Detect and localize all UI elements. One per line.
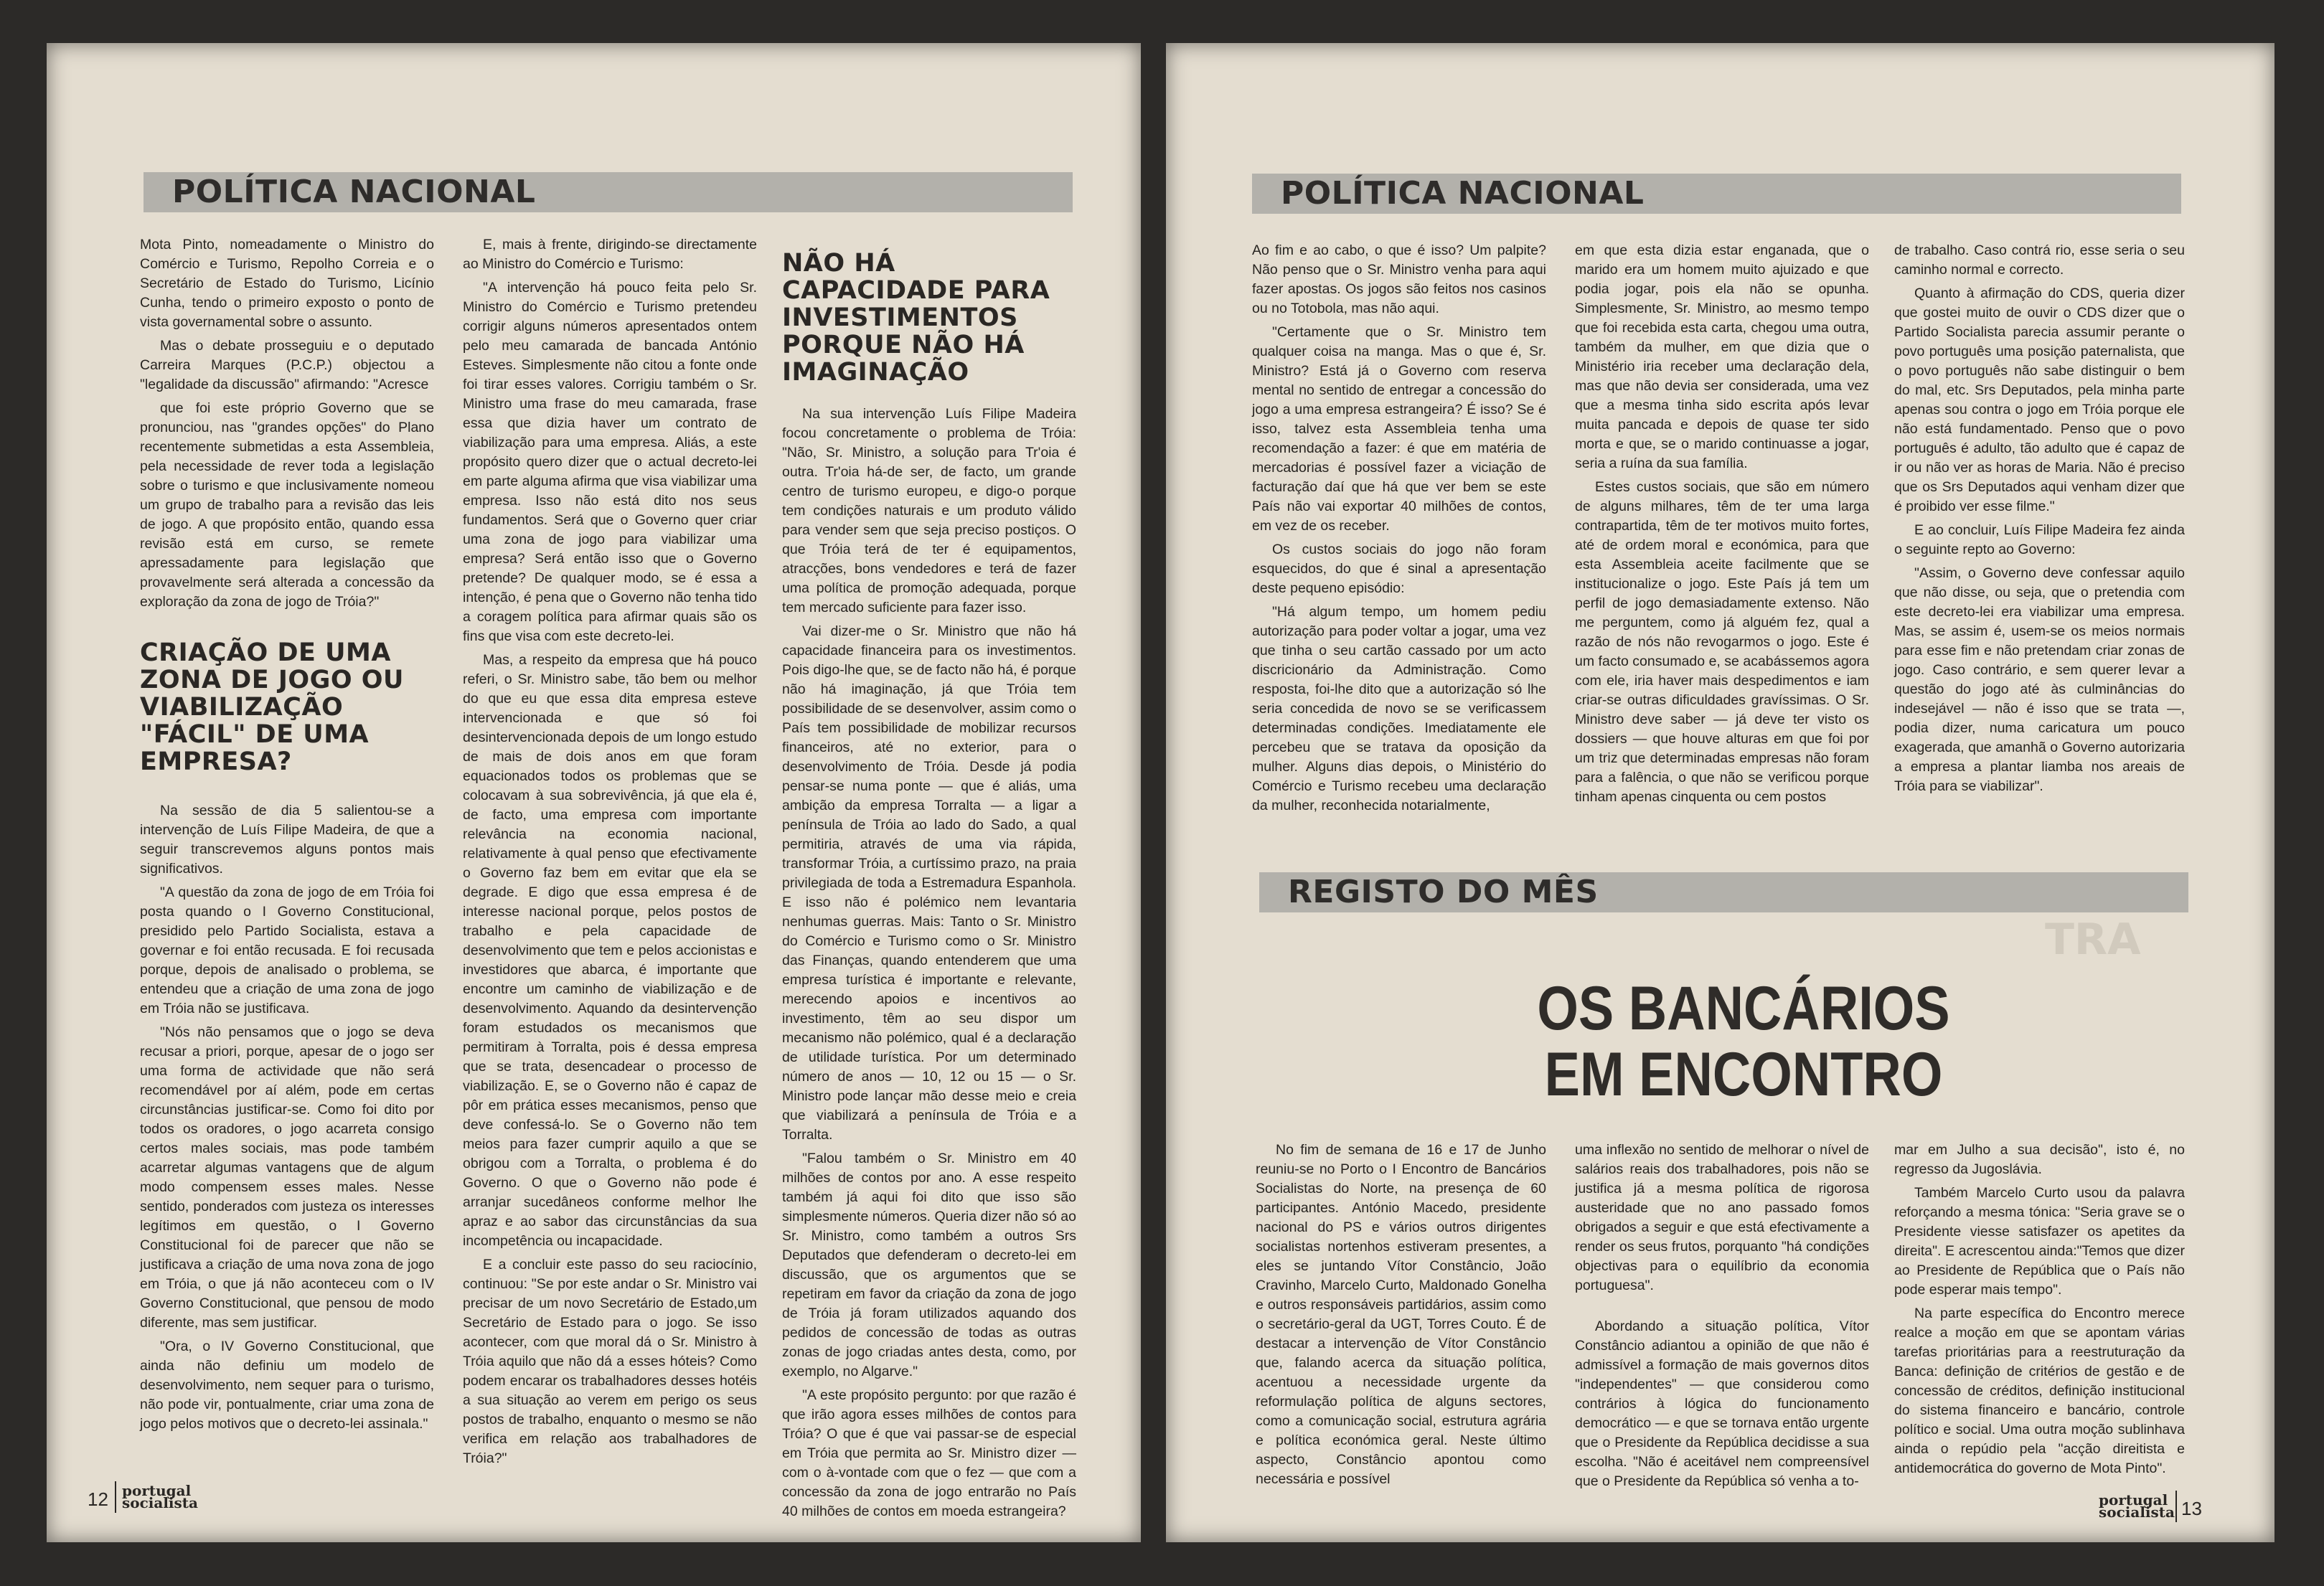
paragraph: em que esta dizia estar enganada, que o marido era um homem muito ajuizado e que podia jogar, pois ela não se opunha. Simplesmente, Sr. Ministro, ao mesmo tempo que foi recebida esta carta, chegou uma outra, também da mulher, em que dizia que o Ministério iria receber uma declaração dela, mas que não devia ser considerada, uma vez que a mesma tinha sido escrita após levar muita pancada e depois de quase ter sido morta e que, se o marido continuasse a jogar, seria a ruína da sua família. [1575,242,1869,471]
paragraph: de trabalho. Caso contrá rio, esse seria o seu caminho normal e correcto. [1894,242,2185,278]
right-section-title: POLÍTICA NACIONAL [1281,175,1645,212]
logo-line: portugal [122,1482,192,1499]
right-footer-divider [2175,1491,2177,1522]
paragraph: uma inflexão no sentido de melhorar o nível de salários reais dos trabalhadores, pois não se justifica já a mesma política de rigorosa austeridade que no ano passado fomos obrigados a seguir e que está efectivamente a render os seus frutos, porquanto "há condições objectivas para o equilíbrio da economia portuguesa". [1575,1142,1869,1293]
paragraph: Também Marcelo Curto usou da palavra reforçando a mesma tónica: "Seria grave se o Presidente viesse satisfazer os apetites da direita". E acrescentou ainda:"Temos que dizer ao Presidente de República que o País não pode esperar mais tempo". [1894,1185,2185,1298]
logo-line: socialista [122,1494,198,1511]
paragraph: Mota Pinto, nomeadamente o Ministro do Comércio e Turismo, Repolho Correia e o Secretário de Estado do Turismo, Licínio Cunha, tendo o primeiro exposto o ponto de vista governamental sobre o assunto. [140,237,434,330]
paragraph: Vai dizer-me o Sr. Ministro que não há capacidade financeira para os investimentos. Pois digo-lhe que, se de facto não há, é porque não há imaginação, já que Tróia tem possibilidade de se desenvolver, assim como o País tem possibilidade de mobilizar recursos financeiros, até no exterior, para o desenvolvimento de Tróia. Desde já podia pensar-se numa ponte — que é aliás, uma ambição da empresa Torralta — a ligar a península de Tróia ao lado do Sado, a qual permitiria, através de uma via rápida, transformar Tróia, a curtíssimo prazo, na praia privilegiada de toda a Estremadura Espanhola. E isso não é polémico nem levantaria nenhumas guerras. Mais: Tanto o Sr. Ministro do Comércio e Turismo como o Sr. Ministro das Finanças, quando entenderem que uma empresa turística é importante e relevante, merecendo apoios e incentivos ao investimento, têm ao seu dispor um mecanismo não polémico, qual é a declaração de utilidade turística. Por um determinado número de anos — 10, 12 ou 15 — o Sr. Ministro pode lançar mão desse meio e creia que viabilizará a península de Tróia e a Torralta. [782,623,1076,1143]
paragraph: "A este propósito pergunto: por que razão é que irão agora esses milhões de contos para Tróia? O que é que vai passar-se de especial em Tróia que permita ao Sr. Ministro dizer — com o à-vontade com que o fez — que com a concessão da zona de jogo entrarão no País 40 milhões de contos em moeda estrangeira? [782,1387,1076,1519]
headline-line: EM ENCONTRO [1544,1040,1943,1109]
left-page-number: 12 [88,1488,108,1510]
paragraph: Mas o debate prosseguiu e o deputado Carreira Marques (P.C.P.) objectou a "legalidade da discussão" afirmando: "Acresce [140,338,434,392]
registo-column-3 [1894,1141,2185,1483]
paragraph: mar em Julho a sua decisão", isto é, no regresso da Jugoslávia. [1894,1142,2185,1177]
paragraph: Na sessão de dia 5 salientou-se a intervenção de Luís Filipe Madeira, de que a seguir transcrevemos alguns pontos mais significativos. [140,803,434,877]
paragraph: E ao concluir, Luís Filipe Madeira fez ainda o seguinte repto ao Governo: [1894,522,2185,557]
left-section-bar [144,172,1073,212]
paragraph: "Há algum tempo, um homem pediu autorização para poder voltar a jogar, uma vez que tinha o seu cartão cassado por um acto discricionário da Administração. Como resposta, foi-lhe dito que a autorização só lhe seria concedida de novo se se verificassem determinadas condições. Imediatamente ele percebeu que se tratava da oposição da mulher. Alguns dias depois, o Ministério do Comércio e Turismo recebeu uma declaração da mulher, reconhecida notarialmente, [1252,604,1546,813]
left-footer-divider [115,1481,116,1513]
registo-column-1 [1256,1141,1546,1493]
paragraph: Ao fim e ao cabo, o que é isso? Um palpite? Não penso que o Sr. Ministro venha para aqui fazer apostas. Os jogos são feitos nos casinos ou no Totobola, mas não aqui. [1252,242,1546,316]
left-subheading-1: CRIAÇÃO DE UMA ZONA DE JOGO OU VIABILIZAÇÃO "FÁCIL" DE UMA EMPRESA? [140,638,404,776]
left-column-3 [782,235,1076,1526]
right-publication-logo [2099,1491,2175,1521]
left-subheading-2: NÃO HÁ CAPACIDADE PARA INVESTIMENTOS PORQUE NÃO HÁ IMAGINAÇÃO [782,249,1050,387]
paragraph: E a concluir este passo do seu raciocínio, continuou: "Se por este andar o Sr. Ministro vai precisar de um novo Secretário de Estado,um Secretário de Estado para o jogo. Se isso acontecer, com que moral dá o Sr. Ministro à Tróia aquilo que não dá a esses hóteis? Como podem encarar os trabalhadores desses hotéis a sua situação ao verem em perigo os seus postos de trabalho, enquanto o mesmo se não verifica em relação aos trabalhadores de Tróia?" [463,1257,757,1466]
paragraph: Estes custos sociais, que são em número de alguns milhares, têm de ter uma larga contrapartida, têm de ter motivos muito fortes, até de ordem moral e económica, para que esta Assembleia aceite facilmente que se institucionalize o jogo. Este País já tem um perfil de jogo demasiadamente extenso. Não me perguntem, como já alguém fez, qual a razão de nós não revogarmos o jogo. Este é um facto consumado e, se acabássemos agora com ele, iria haver mais despedimentos e iam criar-se outras dificuldades gravíssimas. O Sr. Ministro deve saber — já deve ter visto os dossiers — que houve alturas em que foi por um triz que determinadas empresas não foram para a falência, o que não se verificou porque tinham apenas cinquenta ou cem postos [1575,479,1869,805]
paragraph: Abordando a situação política, Vítor Constâncio adiantou a opinião de que não é admissível a formação de mais governos ditos "independentes" — que considerou como contrários à lógica do funcionamento democrático — e que se tornava então urgente que o Presidente da República decidisse a sua escolha. "Não é aceitável nem compreensível que o Presidente da República só venha a to- [1575,1318,1869,1489]
right-column-1 [1252,241,1546,820]
paragraph: E, mais à frente, dirigindo-se directamente ao Ministro do Comércio e Turismo: [463,237,757,272]
paragraph: "Assim, o Governo deve confessar aquilo que não disse, ou seja, que o pretendia com este decreto-lei era viabilizar uma empresa. Mas, se assim é, usem-se os meios normais para esse fim e não pretendam criar zonas de jogo. Caso contrário, e sem querer levar a questão do jogo até às culminâncias do indesejável — não é isso que se trata —, podia dizer, numa caricatura um pouco exagerada, que amanhã o Governo autorizaria a empresa a plantar liamba nos areais de Tróia para se viabilizar". [1894,565,2185,794]
registo-section-bar [1259,872,2188,912]
right-page-number: 13 [2181,1498,2202,1519]
paragraph: "Ora, o IV Governo Constitucional, que ainda não definiu um modelo de desenvolvimento, nem sequer para o turismo, não pode vir, pontualmente, criar uma zona de jogo pelos motivos que o decreto-lei assinala." [140,1339,434,1432]
paragraph: "A intervenção há pouco feita pelo Sr. Ministro do Comércio e Turismo pretendeu corrigir alguns números apresentados ontem pelo meu camarada de bancada António Esteves. Simplesmente não citou a fonte onde foi tirar esses valores. Corrigiu também o Sr. Ministro uma frase do meu camarada, frase essa que dizia haver um contrato de viabilização para uma empresa. Aliás, a este propósito quero dizer que o actual decreto-lei em parte alguma afirma que visa viabilizar uma empresa. Isso não está dito nos seus fundamentos. Será que o Governo quer criar uma zona de jogo para viabilizar uma empresa? Será então isso que o Governo pretende? De qualquer modo, se é essa a intenção, é pena que o Governo não tenha tido a coragem política para afirmar quais são os fins que visa com este decreto-lei. [463,280,757,644]
paragraph: Na parte específica do Encontro merece realce a moção em que se apontam várias tarefas prioritárias para a reestruturação da Banca: definição de critérios de gestão e de concessão de créditos, definição institucional do sistema financeiro e bancário, controle político e social. Uma outra moção sublinhava ainda o repúdio pela "acção direitista e antidemocrática do governo de Mota Pinto". [1894,1306,2185,1476]
show-through-text: TRA [2045,915,2141,965]
registo-column-2 [1575,1141,1869,1496]
logo-line: socialista [2099,1504,2175,1521]
logo-line: portugal [2099,1491,2168,1509]
paragraph: Na sua intervenção Luís Filipe Madeira focou concretamente o problema de Tróia: "Não, Sr. Ministro, a solução para Tr'oia é outra. Tr'oia há-de ser, de facto, um grande centro de turismo europeu, e digo-o porque tem condições naturais e um produto válido para vender sem que seja preciso postiços. O que Tróia terá de ter é equipamentos, atracções, bons vendedores e terá de fazer uma política de promoção adequada, porque tem mercado suficiente para fazer isso. [782,406,1076,615]
article-headline [1509,976,1978,1108]
paragraph: Mas, a respeito da empresa que há pouco referi, o Sr. Ministro sabe, tão bem ou melhor do que eu que essa dita empresa esteve intervencionada e que só foi desintervencionada depois de um longo estudo de mais de dois anos em que foram equacionados todos os problemas que se colocavam à sua sobrevivência, já que ela é, de facto, uma empresa com importante relevância na economia nacional, relativamente à qual penso que efectivamente o Governo faz bem em evitar que ela se degrade. E digo que essa empresa é de interesse nacional porque, pelos postos de trabalho e pela capacidade de desenvolvimento que tem e pelos accionistas e investidores que abarca, é importante que encontre um caminho de viabilização e de desenvolvimento. Aquando da desintervenção foram estudados os mecanismos que permitiram à Torralta, pois é dessa empresa que se trata, desencadear o processo de viabilização. E, se o Governo não é capaz de pôr em prática esses mecanismos, penso que deve confessá-lo. Se o Governo não tem meios para fazer cumprir aquilo a que se obrigou com a Torralta, o problema é do Governo. O que o Governo não pode é arranjar sucedâneos conforme melhor lhe apraz e ao sabor das circunstâncias da sua incompetência ou incapacidade. [463,652,757,1249]
paragraph: "Nós não pensamos que o jogo se deva recusar a priori, porque, apesar de o jogo ser uma forma de actividade que não será recomendável por aí além, pode em certas circunstâncias justificar-se. Como foi dito por todos os oradores, o jogo acarreta consigo certos males sociais, mas pode também acarretar algumas vantagens que de algum modo compensem esses males. Nesse sentido, ponderados com justeza os interesses legítimos em questão, o I Governo Constitucional foi de parecer que não se justificava a criação de uma nova zona de jogo em Tróia, o que já não aconteceu com o IV Governo Constitucional, que pensou de modo diferente, mas sem justificar. [140,1024,434,1331]
paragraph: Os custos sociais do jogo não foram esquecidos, do que é sinal a apresentação deste pequeno episódio: [1252,542,1546,596]
left-column-2 [463,235,757,1473]
left-section-title: POLÍTICA NACIONAL [172,174,536,210]
paragraph: No fim de semana de 16 e 17 de Junho reuniu-se no Porto o I Encontro de Bancários Socialistas do Norte, na presença de 60 participantes. António Macedo, presidente nacional do PS e vários outros dirigentes socialistas nortenhos estiveram presentes, a eles se juntando Vítor Constâncio, João Cravinho, Marcelo Curto, Maldonado Gonelha e outros responsáveis partidários, assim como o secretário-geral da UGT, Torres Couto. É de destacar a intervenção de Vítor Constâncio que, falando acerca da situação política, acentuou a necessidade urgente da reformulação política de alguns sectores, como a comunicação social, estrutura agrária e política económica geral. Neste último aspecto, Constâncio apontou como necessária e possível [1256,1142,1546,1487]
registo-section-title: REGISTO DO MÊS [1288,874,1599,910]
left-publication-logo [122,1482,198,1511]
paragraph: "A questão da zona de jogo de em Tróia foi posta quando o I Governo Constitucional, presidido pelo Partido Socialista, estava a governar e foi então recusada. E foi recusada porque, depois de analisado o problema, se entendeu que a criação de uma zona de jogo em Tróia não se justificava. [140,884,434,1016]
paragraph: "Falou também o Sr. Ministro em 40 milhões de contos por ano. A esse respeito também já aqui foi dito que isso são simplesmente números. Queria dizer não só ao Sr. Ministro, como também a outros Srs Deputados que defenderam o decreto-lei em discussão, que os argumentos que se repetiram em favor da criação da zona de jogo de Tróia já foram utilizados aquando dos pedidos de concessão de todas as outras zonas de jogo criadas antes desta, como, por exemplo, no Algarve." [782,1151,1076,1379]
right-column-3 [1894,241,2185,801]
paragraph: "Certamente que o Sr. Ministro tem qualquer coisa na manga. Mas o que é, Sr. Ministro? Está já o Governo com reserva mental no sentido de entregar a concessão do jogo a uma empresa estrangeira? É isso? Se é isso, talvez esta Assembleia tenha uma recomendação a fazer: é que em matéria de mercadorias é possível fazer a viciação de facturação daí que há que ver bem se este País não vai exportar 40 milhões de contos, em vez de os receber. [1252,324,1546,534]
left-column-1 [140,235,434,1438]
right-column-2 [1575,241,1869,811]
paragraph: Quanto à afirmação do CDS, queria dizer que gostei muito de ouvir o CDS dizer que o Partido Socialista parecia assumir perante o povo português uma posição paternalista, que o povo português não sabe distinguir o bem do mal, etc. Srs Deputados, pela minha parte apenas sou contra o jogo em Tróia porque ele não está fundamentado. Penso que o povo português é adulto, tão adulto que é capaz de ir ou não ver as horas de Maria. Não é preciso que os Srs Deputados aqui venham dizer que é proibido ver esse filme." [1894,285,2185,514]
right-section-bar [1252,174,2181,214]
headline-line: OS BANCÁRIOS [1537,974,1950,1043]
paragraph: que foi este próprio Governo que se pronunciou, nas "grandes opções" do Plano recentemente submetidas a esta Assembleia, pela necessidade de rever toda a legislação sobre o turismo e que inclusivamente nomeou um grupo de trabalho para a revisão das leis de jogo. A que propósito então, quando essa revisão está em curso, se remete apressadamente para legislação que provavelmente será alterada a concessão da exploração da zona de jogo de Tróia?" [140,400,434,610]
